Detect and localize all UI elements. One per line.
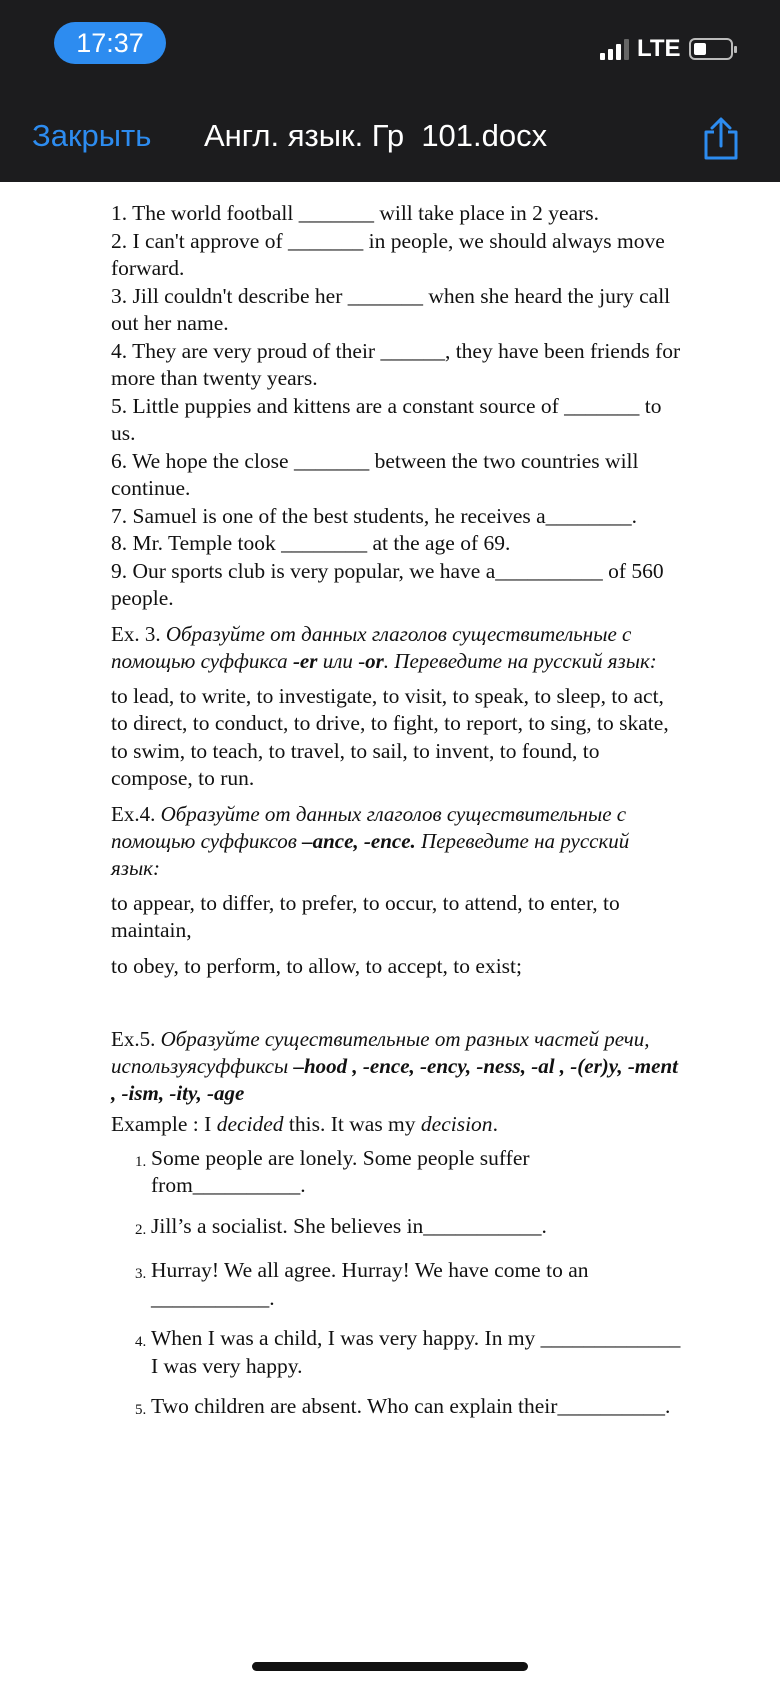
- signal-icon: [600, 38, 629, 60]
- share-icon[interactable]: [700, 116, 742, 162]
- ex4-words-1: to appear, to differ, to prefer, to occur, to attend, to enter, to maintain,: [111, 890, 620, 942]
- ex2-item: 1. The world football _______ will take place in 2 years.: [111, 201, 600, 225]
- list-item: 2. Jill’s a socialist. She believes in___________.: [135, 1213, 547, 1238]
- ex2-item: 2. I can't approve of _______ in people, we should always move forward.: [111, 228, 665, 280]
- ex2-item: 4. They are very proud of their ______, they have been friends for more than twenty years.: [111, 338, 681, 390]
- document-body: [111, 200, 681, 1438]
- ex2-item: 7. Samuel is one of the best students, he receives a________.: [111, 503, 638, 528]
- ex4-words-2: to obey, to perform, to allow, to accept, to exist;: [111, 953, 522, 978]
- top-bar: [0, 0, 780, 182]
- ex5-example: Example : I decided this. It was my decision.: [111, 1112, 498, 1136]
- list-item: 1. Some people are lonely. Some people suffer from__________.: [135, 1145, 530, 1197]
- close-button[interactable]: Закрыть: [32, 118, 152, 153]
- list-item: 5. Two children are absent. Who can explain their__________.: [135, 1394, 671, 1418]
- list-item: 3. Hurray! We all agree. Hurray! We have come to an ___________.: [135, 1258, 589, 1310]
- ex2-item: 3. Jill couldn't describe her _______ when she heard the jury call out her name.: [111, 283, 671, 335]
- ex2-item: 6. We hope the close _______ between the two countries will continue.: [111, 448, 639, 500]
- ex4-heading: Ex.4. Образуйте от данных глаголов существительные с помощью суффиксов –ance, -ence. Переведите на русский язык:: [111, 801, 630, 880]
- ex5-list: [135, 1145, 681, 1425]
- battery-icon: [689, 38, 733, 60]
- ex2-item: 5. Little puppies and kittens are a constant source of _______ to us.: [111, 393, 662, 445]
- ex2-item: 8. Mr. Temple took ________ at the age of 69.: [111, 531, 511, 555]
- network-label: LTE: [637, 35, 681, 62]
- home-indicator[interactable]: [252, 1662, 528, 1671]
- document-title: Англ. язык. Гр 101.docx: [204, 118, 548, 153]
- ex2-item: 9. Our sports club is very popular, we have a__________ of 560 people.: [111, 558, 664, 610]
- status-time: 17:37: [54, 22, 166, 64]
- ex5-heading: Ex.5. Образуйте существительные от разных частей речи, используясуффиксы –hood , -ence, -ency, -ness, -al , -(er)y, -ment , -ism, -ity, -age: [111, 1027, 678, 1105]
- list-item: 4. When I was a child, I was very happy. In my _____________ I was very happy.: [135, 1326, 681, 1378]
- ex3-words: to lead, to write, to investigate, to visit, to speak, to sleep, to act, to direct, to conduct, to drive, to fight, to report, to sing, to skate, to swim, to teach, to travel, to sail, to invent, to found, to compose, to run.: [111, 683, 669, 790]
- status-indicators: [600, 34, 733, 64]
- ex3-heading: Ex. 3. Образуйте от данных глаголов существительные с помощью суффикса -er или -or. Переведите на русский язык:: [111, 621, 657, 673]
